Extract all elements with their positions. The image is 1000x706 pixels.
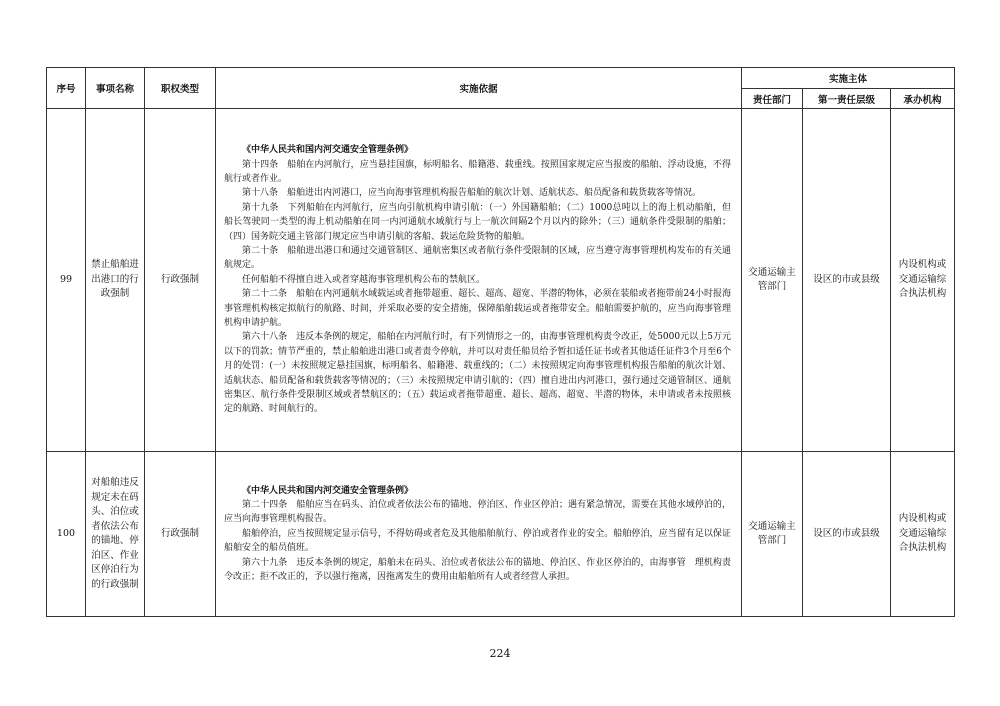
header-org: 承办机构 (891, 89, 955, 109)
basis-paragraph: 第十八条 船舶进出内河港口，应当向海事管理机构报告船舶的航次计划、适航状态、船员配备和载货载客等情况。 (242, 188, 702, 199)
org-text: 内设机构或交通运输综合执法机构 (898, 513, 947, 554)
row-power-type: 行政强制 (145, 109, 216, 452)
header-item-name: 事项名称 (86, 68, 145, 109)
row-seq: 99 (47, 109, 86, 452)
law-title: 《中华人民共和国内河交通安全管理条例》 (242, 485, 414, 496)
row-org (891, 452, 955, 617)
row-level: 设区的市或县级 (803, 452, 891, 617)
basis-paragraph: 第十四条 船舶在内河航行，应当悬挂国旗，标明船名、船籍港、载重线。按照国家规定应当报废的船舶、浮动设施，不得航行或者作业。 (224, 159, 731, 184)
enforcement-table (46, 67, 955, 617)
item-name-text: 禁止船舶进出港口的行政强制 (91, 259, 139, 300)
row-basis (216, 109, 742, 452)
row-item-name (86, 109, 145, 452)
basis-paragraph: 第二十四条 船舶应当在码头、泊位或者依法公布的锚地、停泊区、作业区停泊；遇有紧急情况，需要在其他水域停泊的，应当向海事管理机构报告。 (224, 499, 731, 525)
basis-paragraph: 第六十九条 违反本条例的规定，船舶未在码头、泊位或者依法公布的锚地、停泊区、作业区停泊的，由海事管 理机构责令改正；拒不改正的，予以强行拖离，因拖离发生的费用由船舶所有人或者经营人承担。 (224, 557, 731, 583)
row-item-name (86, 452, 145, 617)
page-number: 224 (489, 647, 511, 660)
header-level: 第一责任层级 (803, 89, 891, 109)
basis-paragraph: 第二十条 船舶进出港口和通过交通管制区、通航密集区或者航行条件受限制的区域，应当遵守海事管理机构发布的有关通航规定。 (224, 245, 731, 271)
row-basis (216, 452, 742, 617)
row-seq: 100 (47, 452, 86, 617)
org-text: 内设机构或交通运输综合执法机构 (898, 259, 947, 300)
dept-text: 交通运输主管部门 (748, 266, 796, 292)
row-dept (742, 452, 803, 617)
header-subject: 实施主体 (742, 68, 955, 89)
table-row (47, 452, 955, 617)
basis-paragraph: 任何船舶不得擅自进入或者穿越海事管理机构公布的禁航区。 (242, 274, 486, 285)
header-seq: 序号 (47, 68, 86, 109)
dept-text: 交通运输主管部门 (748, 520, 796, 546)
basis-paragraph: 船舶停泊，应当按照规定显示信号，不得妨碍或者危及其他船舶航行、停泊或者作业的安全。船舶停泊，应当留有足以保证船舶安全的船员值班。 (224, 528, 731, 554)
header-basis: 实施依据 (216, 68, 742, 109)
header-power-type: 职权类型 (145, 68, 216, 109)
row-dept (742, 109, 803, 452)
item-name-text: 对船舶违反规定未在码头、泊位或者依法公布的锚地、停泊区、作业区停泊行为的行政强制 (91, 477, 139, 590)
table-row (47, 109, 955, 452)
law-title: 《中华人民共和国内河交通安全管理条例》 (242, 145, 414, 156)
row-power-type: 行政强制 (145, 452, 216, 617)
row-org (891, 109, 955, 452)
row-level: 设区的市或县级 (803, 109, 891, 452)
basis-paragraph: 第六十八条 违反本条例的规定，船舶在内河航行时，有下列情形之一的，由海事管理机构责令改正，处5000元以上5万元以下的罚款；情节严重的，禁止船舶进出港口或者责令停航，并可以对责任船员给予暂扣适任证书或者其他适任证件3个月至6个月的处罚：(一）未按照规定悬挂国旗，标明船名、船籍港、载重线的；（二）未按照规定向海事管理机构报告船舶的航次计划、适航状态、船员配备和载货载客等情况的；（三）未按照规定申请引航的；（四）擅自进出内河港口，强行通过交通管制区、通航密集区、航行条件受限制区域或者禁航区的；（五）载运或者拖带超重、超长、超高、超宽、半潜的物体，未申请或者未按照核定的航路、时间航行的。 (224, 332, 731, 415)
basis-paragraph: 第十九条 下列船舶在内河航行，应当向引航机构申请引航：（一）外国籍船舶；（二）1000总吨以上的海上机动船舶，但船长驾驶同一类型的海上机动船舶在同一内河通航水域航行与上一航次间隔2个月以内的除外；（三）通航条件受限制的船舶；（四）国务院交通主管部门规定应当申请引航的客船、载运危险货物的船舶。 (224, 202, 731, 242)
basis-paragraph: 第二十二条 船舶在内河通航水域载运或者拖带超重、超长、超高、超宽、半潜的物体，必须在装船或者拖带前24小时报海事管理机构核定拟航行的航路、时间，并采取必要的安全措施，保障船舶载运或者拖带安全。船舶需要护航的，应当向海事管理机构申请护航。 (224, 289, 731, 329)
header-dept: 责任部门 (742, 89, 803, 109)
